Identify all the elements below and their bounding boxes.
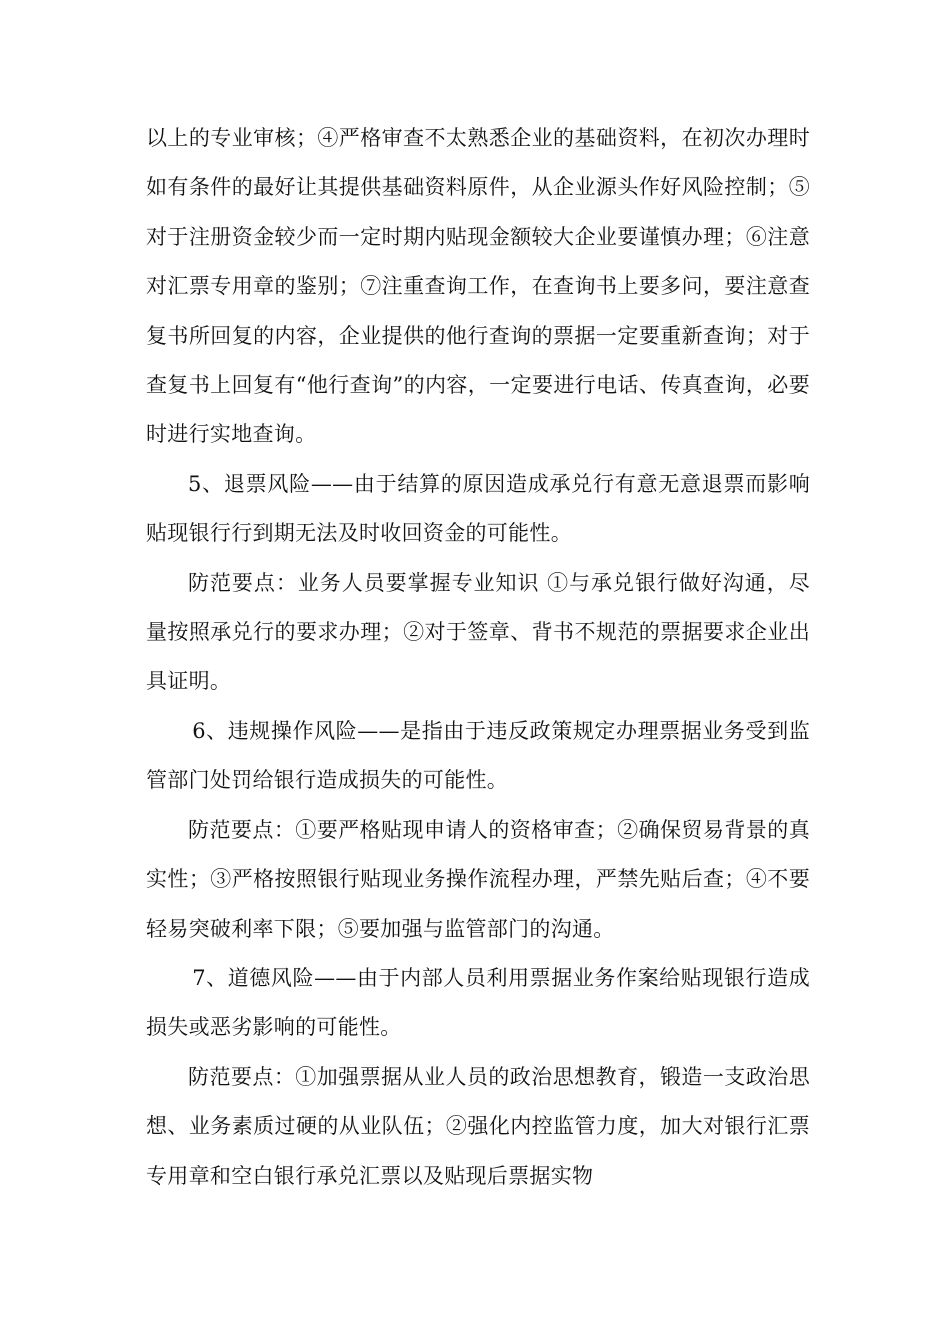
- paragraph-continued-review: 以上的专业审核；④严格审查不太熟悉企业的基础资料，在初次办理时如有条件的最好让其提供基础资料原件，从企业源头作好风险控制；⑤对于注册资金较少而一定时期内贴现金额较大企业要谨慎办理；⑥注意对汇票专用章的鉴别；⑦注重查询工作，在查询书上要多问，要注意查复书所回复的内容，企业提供的他行查询的票据一定要重新查询；对于查复书上回复有“他行查询”的内容，一定要进行电话、传真查询，必要时进行实地查询。: [146, 126, 810, 447]
- paragraph-returned-bill-prevention: 防范要点：业务人员要掌握专业知识 ①与承兑银行做好沟通，尽量按照承兑行的要求办理；②对于签章、背书不规范的票据要求企业出具证明。: [146, 570, 810, 694]
- paragraph-returned-bill-risk: 5、退票风险——由于结算的原因造成承兑行有意无意退票而影响贴现银行行到期无法及时收回资金的可能性。: [146, 471, 810, 546]
- paragraph-violation-risk: 6、违规操作风险——是指由于违反政策规定办理票据业务受到监管部门处罚给银行造成损失的可能性。: [146, 718, 810, 793]
- paragraph-moral-risk: 7、道德风险——由于内部人员利用票据业务作案给贴现银行造成损失或恶劣影响的可能性。: [146, 965, 810, 1040]
- document-body: [146, 114, 810, 1201]
- paragraph-violation-prevention: 防范要点：①要严格贴现申请人的资格审查；②确保贸易背景的真实性；③严格按照银行贴现业务操作流程办理，严禁先贴后查；④不要轻易突破利率下限；⑤要加强与监管部门的沟通。: [146, 817, 810, 941]
- paragraph-moral-prevention: 防范要点：①加强票据从业人员的政治思想教育，锻造一支政治思想、业务素质过硬的从业队伍；②强化内控监管力度，加大对银行汇票专用章和空白银行承兑汇票以及贴现后票据实物: [146, 1064, 810, 1188]
